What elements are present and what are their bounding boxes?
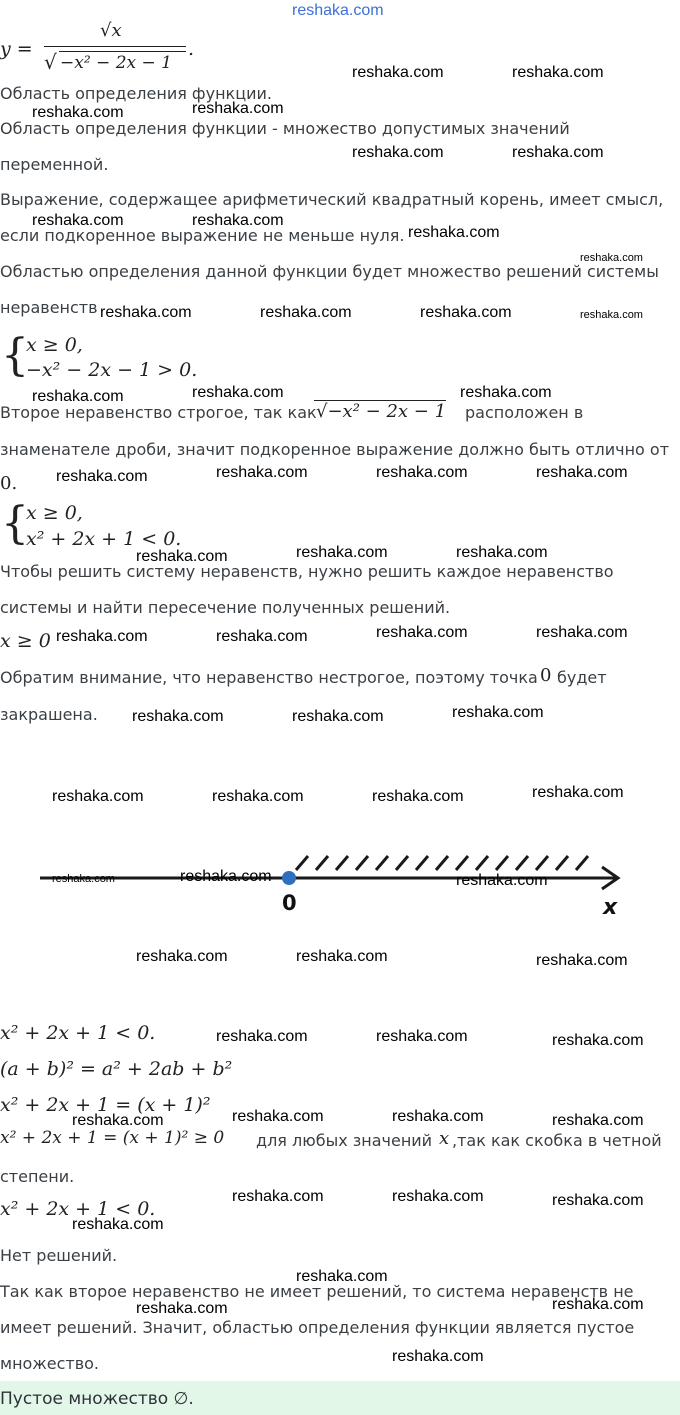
text-line: Область определения функции - множество допустимых значений [0,119,570,138]
watermark: reshaka.com [100,304,192,321]
system-brace: { [1,498,29,549]
watermark: reshaka.com [136,1300,228,1317]
answer-text: Пустое множество ∅. [0,1389,194,1409]
answer-box [0,1381,680,1415]
system2-row1: x ≥ 0, [26,502,83,524]
watermark: reshaka.com [216,464,308,481]
watermark: reshaka.com [212,788,304,805]
origin-label: 0 [282,891,297,915]
text-line: переменной. [0,155,109,174]
text-line-8a: Второе неравенство строгое, так как [0,403,317,422]
watermark: reshaka.com [192,212,284,229]
formula-line: (a + b)² = a² + 2ab + b² [0,1058,233,1080]
watermark: reshaka.com [536,952,628,969]
system-brace: { [1,330,29,381]
text-line: закрашена. [0,705,98,724]
watermark: reshaka.com [376,1028,468,1045]
text-line: системы и найти пересечение полученных решений. [0,598,451,617]
formula-line: x² + 2x + 1 < 0. [0,1022,156,1044]
watermark: reshaka.com [232,1108,324,1125]
text-line-14a: Обратим внимание, что неравенство нестрогое, поэтому точка [0,668,538,687]
text-line: Чтобы решить систему неравенств, нужно решить каждое неравенство [0,562,614,581]
watermark: reshaka.com [72,1216,164,1233]
watermark: reshaka.com [352,64,444,81]
watermark: reshaka.com [372,788,464,805]
watermark: reshaka.com [392,1348,484,1365]
formula-line: x² + 2x + 1 < 0. [0,1198,156,1220]
system1-row2: −x² − 2x − 1 > 0. [26,359,198,381]
formula-root-bar [59,51,186,52]
text-line-f4b: ,так как скобка в четной [452,1131,662,1150]
watermark: reshaka.com [552,1032,644,1049]
inline-root: √−x² − 2x − 1 [316,401,447,422]
text-line: множество. [0,1354,99,1373]
text-line-f4a: для любых значений [256,1131,433,1150]
watermark: reshaka.com [532,784,624,801]
watermark: reshaka.com [580,252,643,264]
text-line: степени. [0,1167,75,1186]
watermark: reshaka.com [376,624,468,641]
text-line: Область определения функции. [0,84,272,103]
shading-hatch [296,856,588,870]
watermark: reshaka.com [392,1188,484,1205]
text-line-14b: будет [557,668,607,687]
watermark: reshaka.com [536,464,628,481]
watermark: reshaka.com [216,628,308,645]
watermark: reshaka.com [392,1108,484,1125]
watermark: reshaka.com [72,1112,164,1129]
formula-fraction [44,20,188,78]
number-line [0,845,680,925]
fraction-bar [44,46,186,47]
watermark: reshaka.com [536,624,628,641]
text-line: если подкоренное выражение не меньше нуля. [0,226,405,245]
watermark: reshaka.com [136,548,228,565]
watermark: reshaka.com [580,309,643,321]
watermark: reshaka.com [216,1028,308,1045]
site-title[interactable]: reshaka.com [292,2,384,19]
formula-line: x² + 2x + 1 = (x + 1)² ≥ 0 [0,1128,225,1148]
text-line: знаменателе дроби, значит подкоренное выражение должно быть отлично от [0,440,670,459]
watermark: reshaka.com [192,100,284,117]
text-line: Областью определения данной функции будет множество решений системы [0,262,659,281]
system2-row2: x² + 2x + 1 < 0. [26,528,182,550]
watermark: reshaka.com [376,464,468,481]
watermark: reshaka.com [456,544,548,561]
watermark: reshaka.com [552,1296,644,1313]
text-line: имеет решений. Значит, областью определения функции является пустое [0,1318,635,1337]
formula-numerator: √x [100,20,122,41]
watermark: reshaka.com [292,708,384,725]
watermark: reshaka.com [32,212,124,229]
watermark: reshaka.com [180,868,272,885]
watermark: reshaka.com [352,144,444,161]
text-line: Так как второе неравенство не имеет решений, то система неравенств не [0,1282,634,1301]
watermark: reshaka.com [32,388,124,405]
watermark: reshaka.com [460,384,552,401]
watermark: reshaka.com [32,104,124,121]
watermark: reshaka.com [52,788,144,805]
watermark: reshaka.com [452,704,544,721]
formula-denominator: −x² − 2x − 1 [60,53,172,73]
watermark: reshaka.com [260,304,352,321]
watermark: reshaka.com [132,708,224,725]
formula-lhs: y = [0,38,33,60]
text-line: Выражение, содержащее арифметический квадратный корень, имеет смысл, [0,190,664,209]
watermark: reshaka.com [296,948,388,965]
watermark: reshaka.com [408,224,500,241]
watermark: reshaka.com [512,144,604,161]
watermark: reshaka.com [192,384,284,401]
inline-x: x [439,1128,450,1149]
text-line: 0. [0,473,18,494]
inequality-x: x ≥ 0 [0,630,51,652]
watermark: reshaka.com [232,1188,324,1205]
watermark: reshaka.com [296,544,388,561]
watermark: reshaka.com [512,64,604,81]
watermark: reshaka.com [296,1268,388,1285]
text-line: Нет решений. [0,1246,118,1265]
watermark: reshaka.com [52,873,115,885]
watermark: reshaka.com [56,468,148,485]
text-line: неравенств [0,298,98,317]
watermark: reshaka.com [456,872,548,889]
formula-line: x² + 2x + 1 = (x + 1)² [0,1094,211,1116]
text-line-8b: расположен в [465,403,584,422]
formula-root-sign: √ [44,50,57,74]
filled-point [282,871,296,885]
watermark: reshaka.com [56,628,148,645]
formula-dot: . [188,38,195,60]
inline-zero: 0 [540,665,552,686]
watermark: reshaka.com [420,304,512,321]
system1-row1: x ≥ 0, [26,334,83,356]
watermark: reshaka.com [552,1192,644,1209]
axis-label: x [603,895,618,920]
watermark: reshaka.com [136,948,228,965]
watermark: reshaka.com [552,1112,644,1129]
